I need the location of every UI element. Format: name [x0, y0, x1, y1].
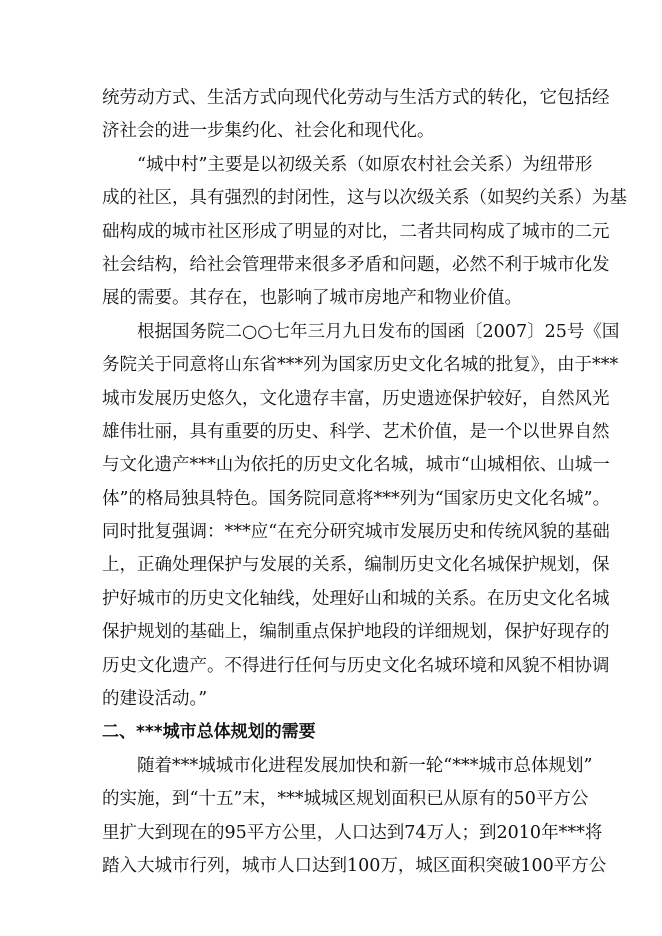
text-line: 历史文化遗产。不得进行任何与历史文化名城环境和风貌不相协调 [102, 655, 610, 676]
text-line: 城市发展历史悠久，文化遗存丰富，历史遗迹保护较好，自然风光 [102, 388, 610, 409]
text-line: 础构成的城市社区形成了明显的对比，二者共同构成了城市的二元 [102, 221, 610, 242]
text-line: 同时批复强调：***应“在充分研究城市发展历史和传统风貌的基础 [102, 522, 610, 543]
text-line: 根据国务院二○○七年三月九日发布的国函〔2007〕25号《国 [137, 321, 620, 342]
text-line: “城中村”主要是以初级关系（如原农村社会关系）为纽带形 [137, 154, 593, 175]
paragraph-2 [102, 149, 627, 316]
text-line: 踏入大城市行列，城市人口达到100万，城区面积突破100平方公 [102, 855, 607, 876]
text-line: 随着***城城市化进程发展加快和新一轮“***城市总体规划” [137, 755, 593, 776]
paragraph-4 [102, 750, 607, 884]
section-heading: 二、***城市总体规划的需要 [102, 722, 316, 743]
text-line: 的建设活动。” [102, 689, 208, 710]
text-line: 统劳动方式、生活方式向现代化劳动与生活方式的转化，它包括经 [102, 88, 610, 108]
text-line: 护好城市的历史文化轴线，处理好山和城的关系。在历史文化名城 [102, 588, 610, 609]
text-line: 上，正确处理保护与发展的关系，编制历史文化名城保护规划，保 [102, 555, 610, 576]
text-line: 务院关于同意将山东省***列为国家历史文化名城的批复》，由于*** [102, 355, 619, 376]
text-line: 体”的格局独具特色。国务院同意将***列为“国家历史文化名城”。 [102, 488, 611, 509]
text-line: 与文化遗产***山为依托的历史文化名城，城市“山城相依、山城一 [102, 455, 610, 476]
paragraph-3 [102, 316, 620, 717]
text-line: 成的社区，具有强烈的封闭性，这与以次级关系（如契约关系）为基 [102, 188, 627, 209]
text-line: 雄伟壮丽，具有重要的历史、科学、艺术价值，是一个以世界自然 [102, 421, 610, 442]
text-line: 里扩大到现在的95平方公里，人口达到74万人；到2010年***将 [102, 822, 603, 843]
text-line: 的实施，到“十五”末，***城城区规划面积已从原有的50平方公 [102, 789, 589, 810]
paragraph-1 [102, 82, 610, 149]
text-line: 展的需要。其存在，也影响了城市房地产和物业价值。 [102, 288, 522, 309]
text-line: 保护规划的基础上，编制重点保护地段的详细规划，保护好现存的 [102, 622, 610, 643]
document-page [102, 82, 627, 883]
text-line: 济社会的进一步集约化、社会化和现代化。 [102, 121, 435, 142]
text-line: 社会结构，给社会管理带来很多矛盾和问题，必然不利于城市化发 [102, 254, 610, 275]
